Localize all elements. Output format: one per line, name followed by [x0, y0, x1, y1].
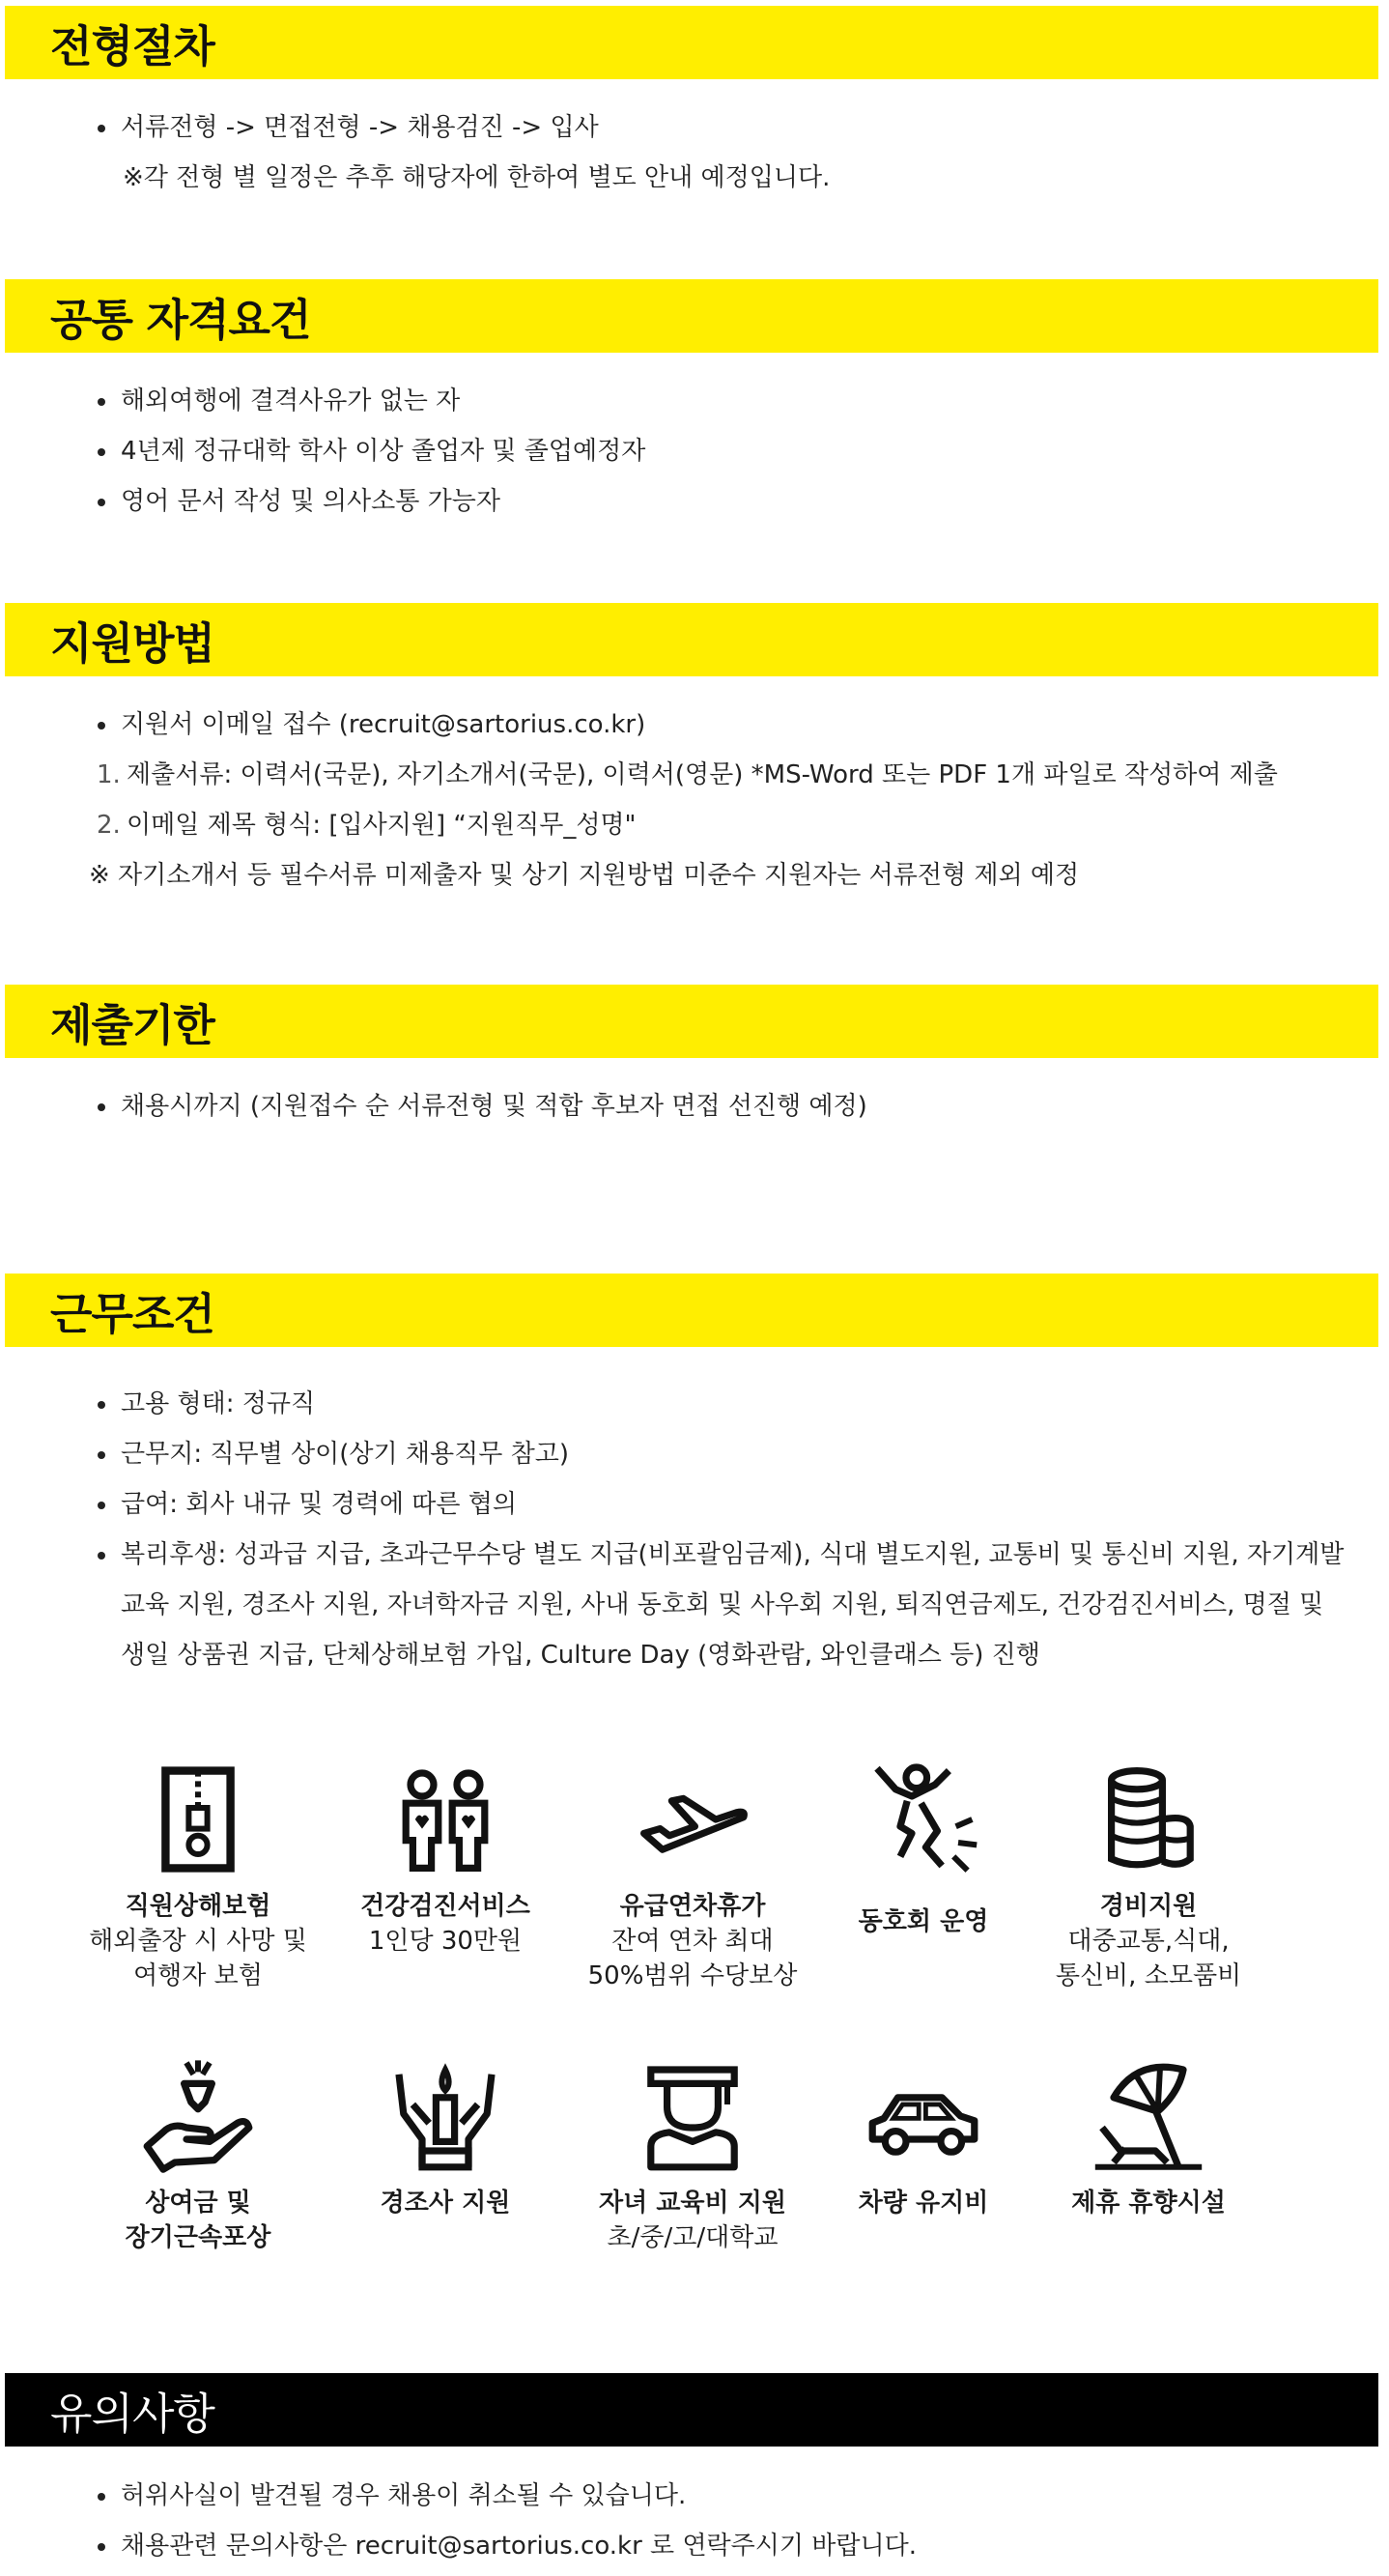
coin-stack-icon: [1091, 1761, 1206, 1877]
benefit-detail: 1인당 30만원: [368, 1927, 523, 1956]
numbered-item: 이메일 제목 형식: [입사지원] “지원직무_성명": [127, 811, 637, 840]
benefit-title: 장기근속포상: [125, 2223, 271, 2252]
benefit-title: 차량 유지비: [858, 2189, 989, 2218]
benefit-title: 동호회 운영: [858, 1907, 989, 1936]
list-item: 복리후생: 성과급 지급, 초과근무수당 별도 지급(비포괄임금제), 식대 별도지원, 교통비 및 통신비 지원, 자기계발: [121, 1540, 1345, 1569]
benefit-health: [329, 1761, 561, 2013]
graduate-icon: [635, 2058, 751, 2174]
benefit-title: 유급연차휴가: [619, 1892, 766, 1921]
section-header-process: [5, 6, 1378, 79]
note-text: ※각 전형 별 일정은 추후 해당자에 한하여 별도 안내 예정입니다.: [123, 163, 831, 192]
benefit-title: 직원상해보험: [125, 1892, 271, 1921]
list-item: 근무지: 직무별 상이(상기 채용직무 참고): [121, 1440, 569, 1469]
list-item: 허위사실이 발견될 경우 채용이 취소될 수 있습니다.: [121, 2481, 687, 2510]
reward-hand-icon: [140, 2058, 256, 2174]
list-item: 4년제 정규대학 학사 이상 졸업자 및 졸업예정자: [121, 437, 646, 466]
benefit-detail: 대중교통,식대,: [1067, 1927, 1230, 1956]
health-checkup-people-icon: [387, 1761, 503, 1877]
benefit-car: [808, 2058, 1039, 2271]
benefit-club: [808, 1761, 1039, 2013]
car-icon: [865, 2058, 981, 2174]
section-header-qualifications: [5, 279, 1378, 353]
section-header-notes: [5, 2373, 1378, 2447]
benefit-insurance: [82, 1761, 314, 2013]
benefit-detail: 50%범위 수당보상: [587, 1961, 798, 1990]
benefit-detail: 초/중/고/대학교: [607, 2223, 779, 2252]
list-item: 해외여행에 결격사유가 없는 자: [121, 386, 461, 415]
section-title: 전형절차: [50, 20, 214, 72]
benefit-title: 경비지원: [1099, 1892, 1198, 1921]
benefit-title: 제휴 휴향시설: [1071, 2189, 1226, 2218]
list-item: 채용관련 문의사항은 recruit@sartorius.co.kr 로 연락주시기 바랍니다.: [121, 2532, 918, 2561]
list-item: 급여: 회사 내규 및 경력에 따른 협의: [121, 1490, 517, 1519]
benefit-detail: 잔여 연차 최대: [611, 1927, 774, 1956]
benefit-detail: 해외출장 시 사망 및: [89, 1927, 307, 1956]
list-number: 1.: [97, 760, 121, 789]
list-item: 영어 문서 작성 및 의사소통 가능자: [121, 487, 500, 516]
benefit-ceremony: [329, 2058, 561, 2271]
benefit-education: [577, 2058, 808, 2271]
list-item: 채용시까지 (지원접수 순 서류전형 및 적합 후보자 면접 선진행 예정): [121, 1092, 867, 1121]
benefit-bonus: [82, 2058, 314, 2271]
benefit-title: 자녀 교육비 지원: [599, 2189, 786, 2218]
list-item-continuation: 교육 지원, 경조사 지원, 자녀학자금 지원, 사내 동호회 및 사우회 지원, 퇴직연금제도, 건강검진서비스, 명절 및: [121, 1590, 1324, 1619]
benefit-detail: 통신비, 소모품비: [1055, 1961, 1242, 1990]
airplane-icon: [625, 1761, 760, 1877]
club-activity-icon: [865, 1761, 981, 1877]
list-item: 지원서 이메일 접수 (recruit@sartorius.co.kr): [121, 710, 646, 739]
numbered-item: 제출서류: 이력서(국문), 자기소개서(국문), 이력서(영문) *MS-Word 또는 PDF 1개 파일로 작성하여 제출: [127, 760, 1278, 789]
list-item: 고용 형태: 정규직: [121, 1389, 316, 1418]
benefit-title: 건강검진서비스: [360, 1892, 530, 1921]
beach-umbrella-icon: [1091, 2058, 1206, 2174]
benefit-detail: 여행자 보험: [133, 1961, 263, 1990]
section-header-apply: [5, 603, 1378, 676]
list-number: 2.: [97, 811, 121, 840]
benefit-expense: [1033, 1761, 1264, 2013]
section-header-deadline: [5, 985, 1378, 1058]
note-text: ※ 자기소개서 등 필수서류 미제출자 및 상기 지원방법 미준수 지원자는 서류전형 제외 예정: [89, 861, 1080, 890]
section-title: 유의사항: [50, 2388, 214, 2440]
section-title: 근무조건: [50, 1288, 214, 1340]
section-title: 공통 자격요건: [50, 294, 311, 346]
insurance-document-icon: [140, 1761, 256, 1877]
benefit-resort: [1033, 2058, 1264, 2271]
section-title: 지원방법: [50, 617, 214, 670]
section-header-conditions: [5, 1274, 1378, 1347]
benefit-paid-leave: [577, 1761, 808, 2013]
benefit-title: 상여금 및: [145, 2189, 251, 2218]
list-item: 서류전형 -> 면접전형 -> 채용검진 -> 입사: [121, 113, 599, 142]
section-title: 제출기한: [50, 999, 214, 1051]
benefit-title: 경조사 지원: [380, 2189, 511, 2218]
list-item-continuation: 생일 상품권 지급, 단체상해보험 가입, Culture Day (영화관람, 와인클래스 등) 진행: [121, 1641, 1040, 1670]
ceremony-hands-icon: [387, 2058, 503, 2174]
